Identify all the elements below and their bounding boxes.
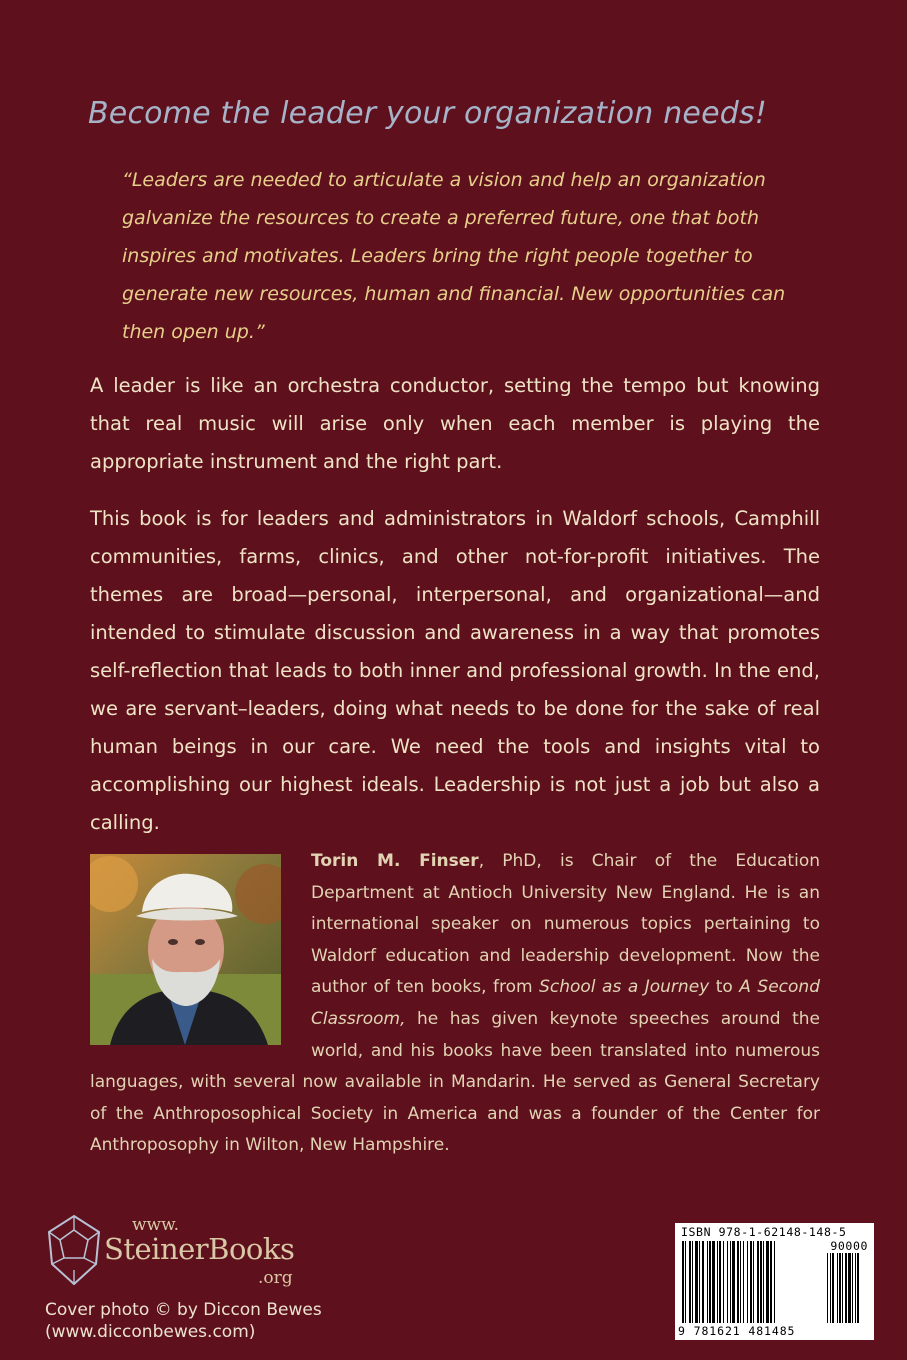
barcode-bar xyxy=(707,1241,708,1323)
addon-bar xyxy=(830,1253,831,1323)
barcode-bar xyxy=(763,1241,764,1323)
addon-bar xyxy=(845,1253,847,1323)
addon-bar xyxy=(855,1253,856,1323)
barcode-bar xyxy=(757,1241,759,1323)
barcode-bar xyxy=(743,1241,744,1323)
pull-quote: “Leaders are needed to articulate a vision and help an organization galvanize the resources to create a preferred future, one that both inspires and motivates. Leaders bring the right people together to generate new resources, human and financial. New opportunities can then open up.” xyxy=(122,169,786,343)
barcode-bar xyxy=(699,1241,700,1323)
barcode-bar xyxy=(766,1241,769,1323)
logo-org: .org xyxy=(258,1268,293,1288)
barcode-bar xyxy=(695,1241,698,1323)
ean-digits: 9 781621 481485 xyxy=(678,1324,796,1338)
barcode-bar xyxy=(774,1241,775,1323)
barcode-bar xyxy=(727,1241,728,1323)
bio-text-2: to xyxy=(709,977,740,998)
addon-bar xyxy=(857,1253,859,1323)
photo-credit xyxy=(45,1299,322,1343)
addon-bar xyxy=(837,1253,838,1323)
barcode-bar xyxy=(709,1241,711,1323)
barcode-bar xyxy=(770,1241,772,1323)
isbn-number: ISBN 978-1-62148-148-5 xyxy=(681,1225,847,1239)
price-addon: 90000 xyxy=(830,1239,868,1253)
barcode-bar xyxy=(753,1241,754,1323)
barcode-bar xyxy=(689,1241,691,1323)
addon-bar xyxy=(839,1253,841,1323)
addon-bar xyxy=(832,1253,834,1323)
barcode-bar xyxy=(730,1241,731,1323)
author-bio xyxy=(90,846,820,1162)
barcode-bar xyxy=(750,1241,752,1323)
logo-www: www. xyxy=(132,1215,180,1235)
barcode-bar xyxy=(740,1241,741,1323)
description-paragraph-2: This book is for leaders and administrators in Waldorf schools, Camphill communities, farms, clinics, and other not-for-profit initiatives. The themes are broad—personal, interpersonal, and organizational—and intended to stimulate discussion and awareness in a way that promotes self-reflection that leads to both inner and professional growth. In the end, we are servant–leaders, doing what needs to be done for the sake of real human beings in our care. We need the tools and insights vital to accomplishing our highest ideals. Leadership is not just a job but also a calling. xyxy=(90,507,820,834)
author-name: Torin M. Finser xyxy=(311,851,479,871)
barcode-bar xyxy=(712,1241,715,1323)
bio-text-1: , PhD, is Chair of the Education Department at Antioch University New England. He is an international speaker on numerous topics pertaining to Waldorf education and leadership development. Now the author of ten books, from xyxy=(311,851,820,998)
barcode-bar xyxy=(732,1241,735,1323)
addon-bar xyxy=(848,1253,851,1323)
barcode-bar xyxy=(737,1241,739,1323)
barcode-bar xyxy=(723,1241,724,1323)
barcode-bar xyxy=(692,1241,693,1323)
photo-credit-line-1: Cover photo © by Diccon Bewes xyxy=(45,1300,322,1320)
author-photo xyxy=(90,854,281,1045)
bio-text-3: he has given keynote speeches around the world, and his books have been translated into numerous languages, with several now available in Mandarin. He served as General Secretary of the Anthroposophical Society in America and was a founder of the Center for Anthroposophy in Wilton, New Hampshire. xyxy=(90,1008,820,1156)
addon-bar xyxy=(827,1253,828,1323)
addon-bar xyxy=(852,1253,853,1323)
addon-bar xyxy=(842,1253,843,1323)
book-title-1: School as a Journey xyxy=(539,977,710,998)
dodecahedron-icon xyxy=(44,1212,104,1292)
barcode-bars xyxy=(675,1223,874,1340)
steinerbooks-logo xyxy=(44,1212,334,1300)
photo-credit-line-2: (www.dicconbewes.com) xyxy=(45,1322,256,1342)
logo-name: SteinerBooks xyxy=(104,1232,295,1266)
barcode-bar xyxy=(702,1241,704,1323)
barcode-bar xyxy=(682,1241,684,1323)
barcode-bar xyxy=(685,1241,686,1323)
barcode-bar xyxy=(717,1241,718,1323)
barcode-bar xyxy=(760,1241,762,1323)
barcode-bar xyxy=(719,1241,721,1323)
description-paragraph-1: A leader is like an orchestra conductor, setting the tempo but knowing that real music will arise only when each member is playing the appropriate instrument and the right part. xyxy=(90,374,820,473)
barcode-bar xyxy=(747,1241,748,1323)
isbn-barcode xyxy=(675,1223,874,1340)
book-title-2: A Second Classroom, xyxy=(311,977,820,1029)
back-cover-headline: Become the leader your organization needs! xyxy=(88,96,768,131)
